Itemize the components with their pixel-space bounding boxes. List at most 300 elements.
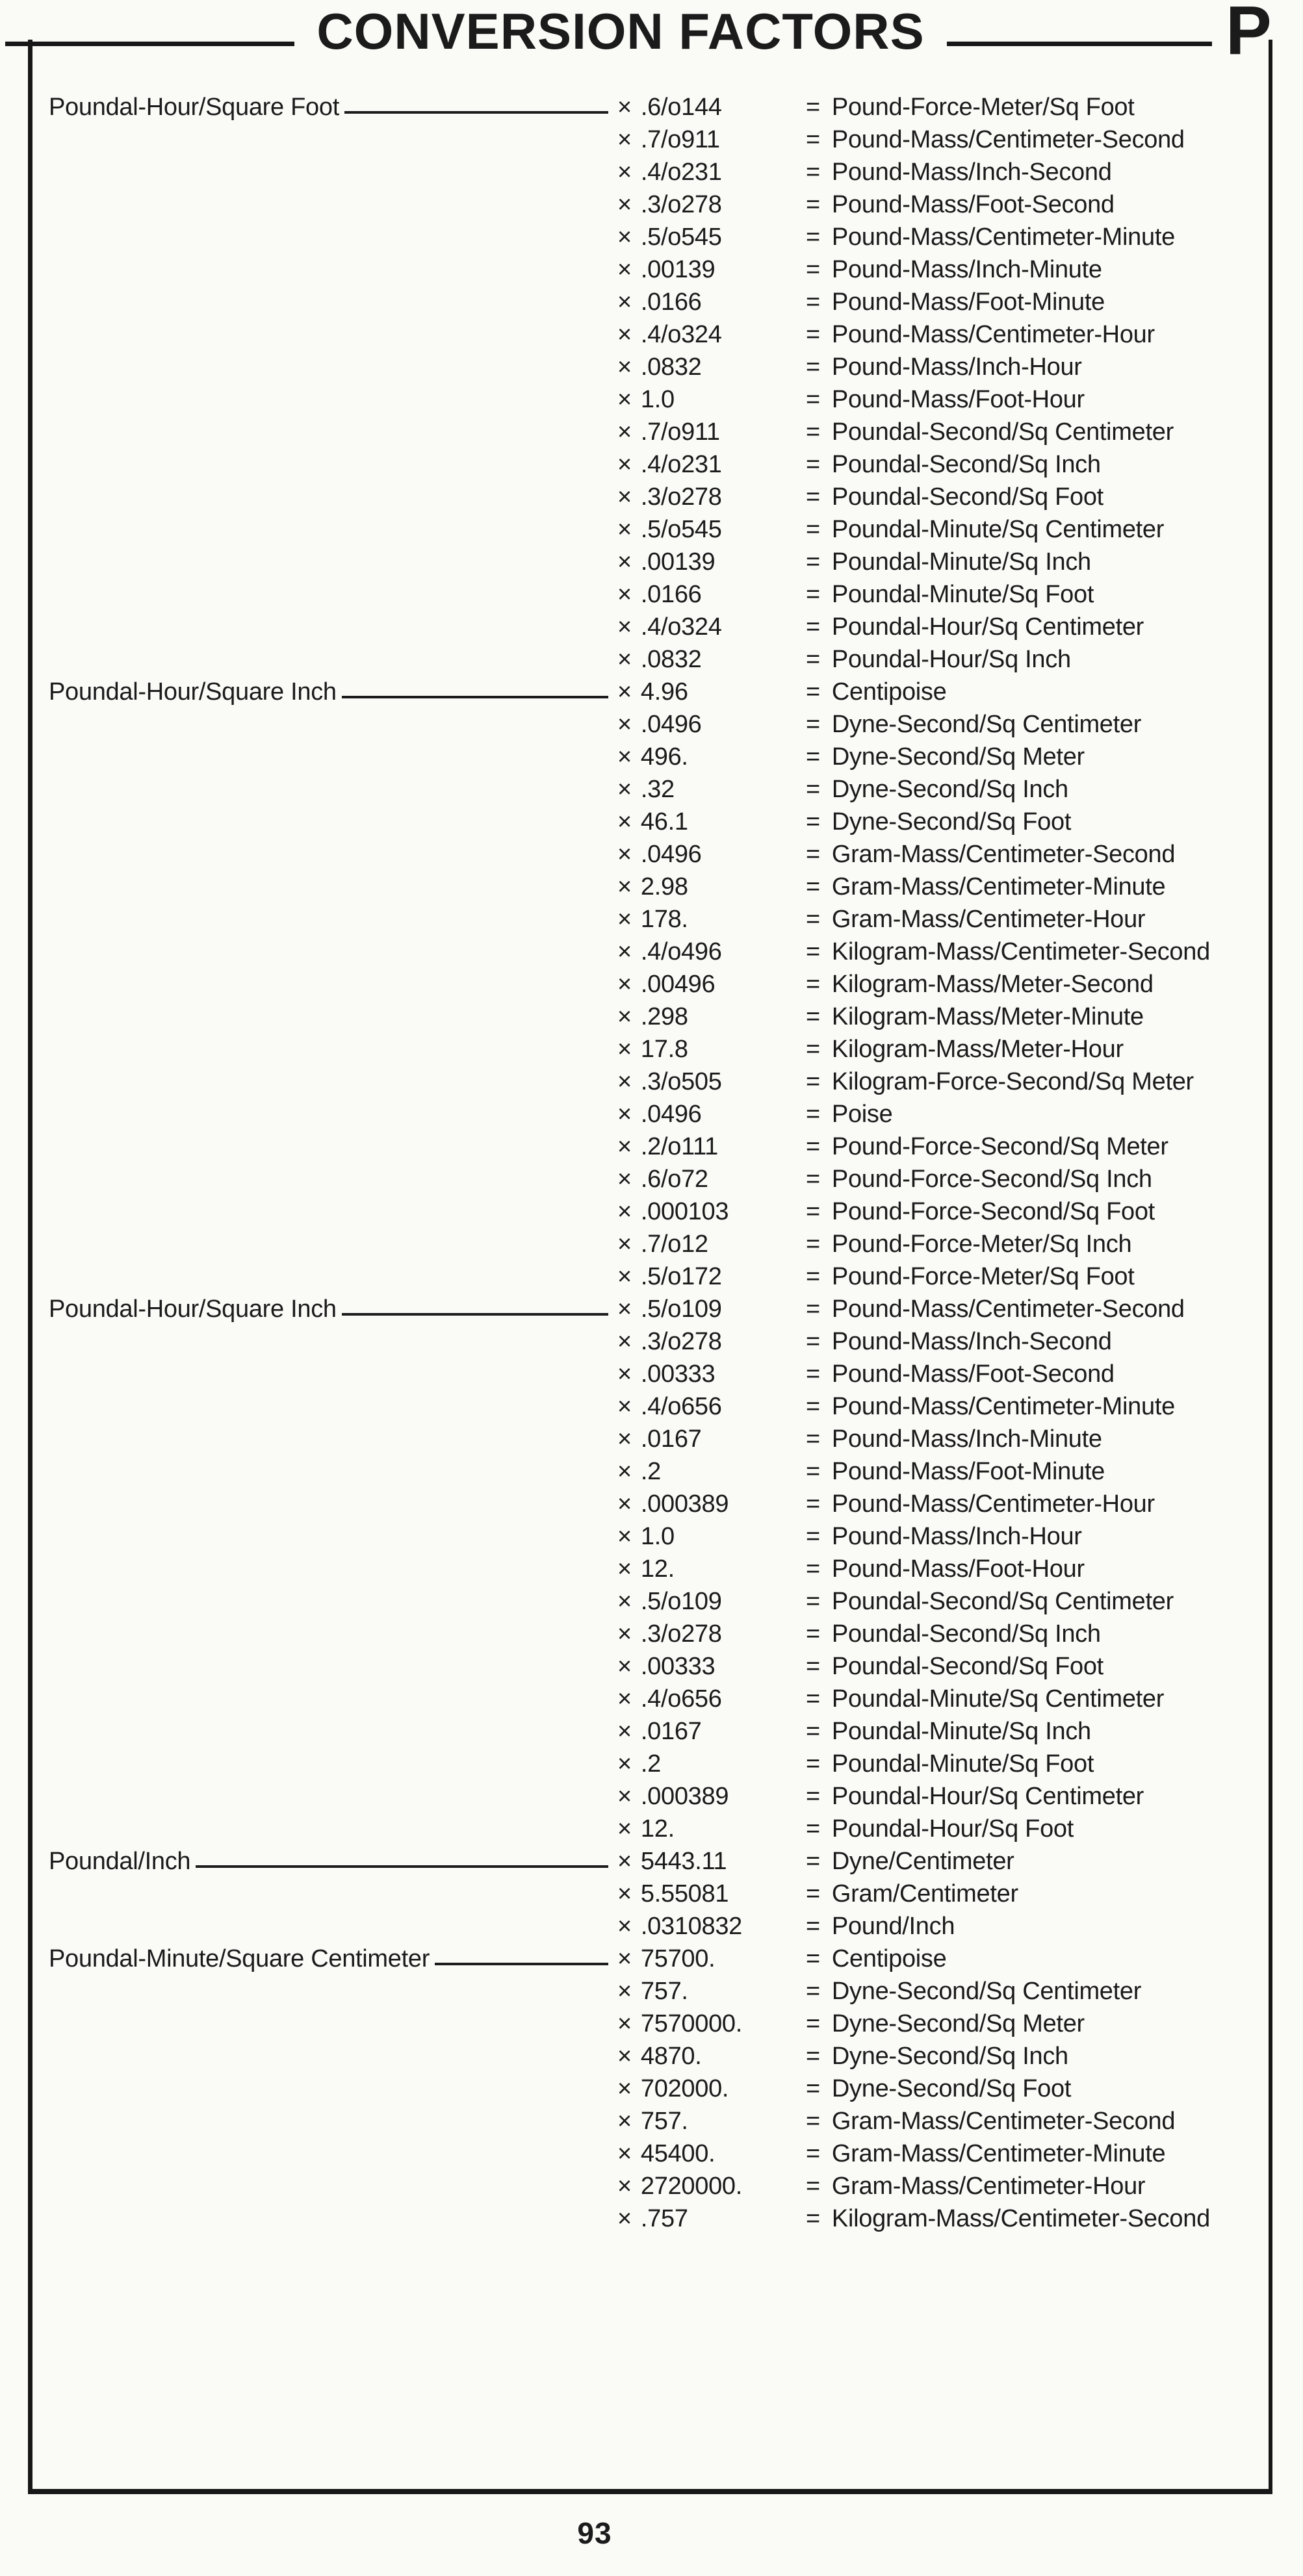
equals-symbol: =: [806, 1262, 820, 1290]
equals-symbol: =: [806, 1002, 820, 1030]
multiply-symbol: ×: [617, 710, 632, 738]
equals-symbol: =: [806, 125, 820, 153]
result-unit-label: Dyne-Second/Sq Meter: [831, 743, 1085, 771]
factor-cell: [617, 2173, 806, 2200]
conversion-row: [49, 773, 1245, 806]
result-cell: [806, 386, 1245, 414]
equals-symbol: =: [806, 483, 820, 511]
result-unit-label: Pound-Mass/Foot-Second: [831, 1360, 1115, 1388]
equals-symbol: =: [806, 515, 820, 543]
factor-cell: [617, 2108, 806, 2136]
multiply-symbol: ×: [617, 353, 632, 381]
multiply-symbol: ×: [617, 548, 632, 576]
result-cell: [806, 1231, 1245, 1258]
equals-symbol: =: [806, 1165, 820, 1193]
result-cell: [806, 353, 1245, 381]
result-unit-label: Gram-Mass/Centimeter-Hour: [831, 2172, 1146, 2200]
result-cell: [806, 1620, 1245, 1648]
factor-value: 1.0: [640, 385, 675, 413]
multiply-symbol: ×: [617, 743, 632, 771]
result-cell: [806, 1750, 1245, 1778]
multiply-symbol: ×: [617, 678, 632, 706]
factor-value: .00139: [640, 255, 716, 283]
result-unit-label: Pound-Mass/Foot-Hour: [831, 385, 1085, 413]
result-cell: [806, 1490, 1245, 1518]
multiply-symbol: ×: [617, 385, 632, 413]
multiply-symbol: ×: [617, 125, 632, 153]
source-unit-cell: [49, 1945, 617, 1973]
result-cell: [806, 451, 1245, 479]
equals-symbol: =: [806, 1132, 820, 1160]
result-cell: [806, 1945, 1245, 1973]
factor-value: .3/o278: [640, 1620, 722, 1648]
result-unit-label: Dyne/Centimeter: [831, 1847, 1014, 1875]
result-unit-label: Dyne-Second/Sq Centimeter: [831, 710, 1142, 738]
factor-cell: [617, 873, 806, 901]
multiply-symbol: ×: [617, 288, 632, 316]
multiply-symbol: ×: [617, 808, 632, 835]
result-unit-label: Centipoise: [831, 1945, 947, 1972]
equals-symbol: =: [806, 93, 820, 121]
factor-value: 757.: [640, 2107, 688, 2135]
result-cell: [806, 159, 1245, 186]
conversion-row: [49, 1358, 1245, 1390]
conversion-row: [49, 1293, 1245, 1325]
equals-symbol: =: [806, 1522, 820, 1550]
result-cell: [806, 1913, 1245, 1941]
equals-symbol: =: [806, 1067, 820, 1095]
multiply-symbol: ×: [617, 1717, 632, 1745]
multiply-symbol: ×: [617, 775, 632, 803]
factor-cell: [617, 841, 806, 869]
conversion-row: [49, 481, 1245, 513]
result-cell: [806, 548, 1245, 576]
factor-cell: [617, 613, 806, 641]
result-unit-label: Pound-Mass/Centimeter-Second: [831, 1295, 1185, 1323]
factor-value: .7/o12: [640, 1230, 708, 1258]
conversion-row: [49, 936, 1245, 968]
conversion-row: [49, 806, 1245, 838]
result-cell: [806, 938, 1245, 966]
result-unit-label: Poundal-Hour/Sq Centimeter: [831, 1782, 1144, 1810]
multiply-symbol: ×: [617, 2042, 632, 2070]
conversion-row: [49, 1065, 1245, 1098]
equals-symbol: =: [806, 1035, 820, 1063]
page-title: CONVERSION FACTORS: [294, 0, 946, 62]
factor-cell: [617, 1978, 806, 2006]
multiply-symbol: ×: [617, 2074, 632, 2102]
equals-symbol: =: [806, 1100, 820, 1128]
result-unit-label: Poundal-Second/Sq Inch: [831, 1620, 1101, 1648]
result-unit-label: Pound-Force-Second/Sq Inch: [831, 1165, 1152, 1193]
result-cell: [806, 776, 1245, 804]
page-number: 93: [577, 2516, 612, 2550]
multiply-symbol: ×: [617, 1945, 632, 1972]
multiply-symbol: ×: [617, 1782, 632, 1810]
factor-value: .00333: [640, 1360, 716, 1388]
result-unit-label: Centipoise: [831, 678, 947, 706]
leader-line: [344, 111, 608, 114]
factor-value: 12.: [640, 1815, 675, 1843]
conversion-row: [49, 1845, 1245, 1878]
result-unit-label: Pound-Mass/Inch-Hour: [831, 1522, 1082, 1550]
result-unit-label: Poundal-Minute/Sq Foot: [831, 1750, 1094, 1778]
factor-value: .2/o111: [640, 1132, 718, 1160]
result-unit-label: Pound-Mass/Centimeter-Second: [831, 125, 1185, 153]
equals-symbol: =: [806, 1685, 820, 1713]
equals-symbol: =: [806, 288, 820, 316]
result-cell: [806, 1295, 1245, 1323]
factor-value: .4/o231: [640, 158, 722, 186]
multiply-symbol: ×: [617, 1035, 632, 1063]
result-unit-label: Gram-Mass/Centimeter-Second: [831, 2107, 1176, 2135]
multiply-symbol: ×: [617, 1847, 632, 1875]
factor-value: .5/o172: [640, 1262, 722, 1290]
result-cell: [806, 1198, 1245, 1226]
conversion-row: [49, 1325, 1245, 1358]
result-unit-label: Kilogram-Mass/Meter-Hour: [831, 1035, 1124, 1063]
conversion-row: [49, 871, 1245, 903]
result-unit-label: Pound-Force-Meter/Sq Inch: [831, 1230, 1132, 1258]
conversion-row: [49, 1195, 1245, 1228]
result-cell: [806, 971, 1245, 999]
multiply-symbol: ×: [617, 255, 632, 283]
equals-symbol: =: [806, 1912, 820, 1940]
multiply-symbol: ×: [617, 1620, 632, 1648]
multiply-symbol: ×: [617, 1425, 632, 1453]
equals-symbol: =: [806, 2139, 820, 2167]
result-unit-label: Gram-Mass/Centimeter-Minute: [831, 873, 1166, 900]
result-unit-label: Dyne-Second/Sq Foot: [831, 808, 1072, 835]
result-unit-label: Pound-Mass/Foot-Hour: [831, 1555, 1085, 1583]
factor-cell: [617, 2140, 806, 2168]
result-cell: [806, 2075, 1245, 2103]
conversion-row: [49, 611, 1245, 643]
factor-cell: [617, 353, 806, 381]
conversion-row: [49, 448, 1245, 481]
result-unit-label: Poundal-Minute/Sq Centimeter: [831, 515, 1165, 543]
leader-line: [435, 1963, 608, 1965]
multiply-symbol: ×: [617, 937, 632, 965]
factor-cell: [617, 2010, 806, 2038]
result-cell: [806, 1360, 1245, 1388]
conversion-row: [49, 1260, 1245, 1293]
factor-value: .757: [640, 2204, 688, 2232]
multiply-symbol: ×: [617, 190, 632, 218]
equals-symbol: =: [806, 1815, 820, 1843]
conversion-row: [49, 351, 1245, 383]
factor-value: .0496: [640, 1100, 702, 1128]
conversion-row: [49, 2105, 1245, 2137]
factor-cell: [617, 191, 806, 219]
equals-symbol: =: [806, 190, 820, 218]
result-cell: [806, 191, 1245, 219]
multiply-symbol: ×: [617, 580, 632, 608]
factor-value: .000103: [640, 1197, 729, 1225]
factor-cell: [617, 159, 806, 186]
factor-value: .4/o496: [640, 937, 722, 965]
equals-symbol: =: [806, 320, 820, 348]
conversion-row: [49, 1488, 1245, 1520]
result-cell: [806, 418, 1245, 446]
conversion-row: [49, 1228, 1245, 1260]
conversion-row: [49, 318, 1245, 351]
result-cell: [806, 1555, 1245, 1583]
factor-value: .7/o911: [640, 418, 720, 446]
result-cell: [806, 1880, 1245, 1908]
conversion-row: [49, 578, 1245, 611]
factor-cell: [617, 483, 806, 511]
equals-symbol: =: [806, 1717, 820, 1745]
equals-symbol: =: [806, 2042, 820, 2070]
result-unit-label: Dyne-Second/Sq Foot: [831, 2074, 1072, 2102]
factor-value: 5443.11: [640, 1847, 727, 1875]
factor-value: 7570000.: [640, 2009, 743, 2037]
factor-value: .3/o278: [640, 483, 722, 511]
factor-cell: [617, 678, 806, 706]
factor-cell: [617, 1913, 806, 1941]
equals-symbol: =: [806, 2009, 820, 2037]
factor-value: .298: [640, 1002, 688, 1030]
equals-symbol: =: [806, 1295, 820, 1323]
equals-symbol: =: [806, 1457, 820, 1485]
conversion-row: [49, 123, 1245, 156]
equals-symbol: =: [806, 970, 820, 998]
factor-value: 5.55081: [640, 1880, 729, 1907]
equals-symbol: =: [806, 1750, 820, 1778]
result-cell: [806, 1263, 1245, 1291]
result-cell: [806, 2108, 1245, 2136]
result-cell: [806, 1166, 1245, 1193]
equals-symbol: =: [806, 548, 820, 576]
multiply-symbol: ×: [617, 970, 632, 998]
factor-value: 4870.: [640, 2042, 702, 2070]
result-cell: [806, 581, 1245, 609]
multiply-symbol: ×: [617, 2009, 632, 2037]
factor-cell: [617, 1295, 806, 1323]
equals-symbol: =: [806, 873, 820, 900]
equals-symbol: =: [806, 613, 820, 641]
factor-cell: [617, 1523, 806, 1551]
equals-symbol: =: [806, 775, 820, 803]
result-cell: [806, 223, 1245, 251]
conversion-row: [49, 1163, 1245, 1195]
equals-symbol: =: [806, 580, 820, 608]
result-cell: [806, 808, 1245, 836]
factor-value: .6/o144: [640, 93, 722, 121]
result-cell: [806, 2010, 1245, 2038]
multiply-symbol: ×: [617, 1360, 632, 1388]
multiply-symbol: ×: [617, 2139, 632, 2167]
factor-value: .4/o324: [640, 320, 722, 348]
equals-symbol: =: [806, 1392, 820, 1420]
factor-cell: [617, 94, 806, 121]
result-unit-label: Poundal-Second/Sq Centimeter: [831, 418, 1174, 446]
result-cell: [806, 1036, 1245, 1064]
multiply-symbol: ×: [617, 1067, 632, 1095]
factor-cell: [617, 1620, 806, 1648]
result-unit-label: Kilogram-Force-Second/Sq Meter: [831, 1067, 1194, 1095]
conversion-row: [49, 708, 1245, 741]
factor-cell: [617, 2205, 806, 2233]
factor-value: .0167: [640, 1425, 702, 1453]
factor-cell: [617, 1848, 806, 1876]
multiply-symbol: ×: [617, 1230, 632, 1258]
result-unit-label: Kilogram-Mass/Centimeter-Second: [831, 937, 1210, 965]
factor-cell: [617, 1588, 806, 1616]
factor-cell: [617, 776, 806, 804]
multiply-symbol: ×: [617, 1100, 632, 1128]
factor-cell: [617, 1718, 806, 1746]
factor-value: .3/o278: [640, 1327, 722, 1355]
conversion-row: [49, 1748, 1245, 1780]
section-letter: P: [1226, 0, 1272, 69]
multiply-symbol: ×: [617, 1457, 632, 1485]
factor-cell: [617, 808, 806, 836]
multiply-symbol: ×: [617, 2172, 632, 2200]
leader-line: [342, 696, 608, 698]
equals-symbol: =: [806, 2107, 820, 2135]
result-unit-label: Pound-Mass/Inch-Second: [831, 1327, 1112, 1355]
conversion-row: [49, 741, 1245, 773]
factor-cell: [617, 1198, 806, 1226]
result-unit-label: Kilogram-Mass/Centimeter-Second: [831, 2204, 1210, 2232]
equals-symbol: =: [806, 158, 820, 186]
source-unit-cell: [49, 1295, 617, 1323]
conversion-row: [49, 513, 1245, 546]
equals-symbol: =: [806, 710, 820, 738]
result-cell: [806, 1458, 1245, 1486]
multiply-symbol: ×: [617, 1392, 632, 1420]
result-unit-label: Pound-Mass/Centimeter-Hour: [831, 1490, 1155, 1518]
equals-symbol: =: [806, 1652, 820, 1680]
result-unit-label: Pound-Mass/Inch-Minute: [831, 255, 1102, 283]
conversion-row: [49, 2040, 1245, 2072]
factor-value: .7/o911: [640, 125, 720, 153]
result-unit-label: Gram-Mass/Centimeter-Second: [831, 840, 1176, 868]
factor-cell: [617, 1036, 806, 1064]
conversion-row: [49, 1618, 1245, 1650]
multiply-symbol: ×: [617, 515, 632, 543]
source-unit-cell: [49, 1848, 617, 1876]
factor-cell: [617, 1555, 806, 1583]
multiply-symbol: ×: [617, 1750, 632, 1778]
source-unit-cell: [49, 94, 617, 121]
equals-symbol: =: [806, 840, 820, 868]
factor-value: .00496: [640, 970, 716, 998]
equals-symbol: =: [806, 1360, 820, 1388]
result-cell: [806, 1653, 1245, 1681]
equals-symbol: =: [806, 1945, 820, 1972]
source-unit-label: Poundal-Hour/Square Inch: [49, 678, 337, 706]
conversion-row: [49, 643, 1245, 676]
factor-value: .5/o545: [640, 515, 722, 543]
result-cell: [806, 1978, 1245, 2006]
result-cell: [806, 743, 1245, 771]
conversion-row: [49, 2137, 1245, 2170]
conversion-row: [49, 2202, 1245, 2235]
equals-symbol: =: [806, 645, 820, 673]
multiply-symbol: ×: [617, 1912, 632, 1940]
conversion-row: [49, 253, 1245, 286]
factor-value: 4.96: [640, 678, 688, 706]
conversion-row: [49, 2170, 1245, 2202]
factor-cell: [617, 1653, 806, 1681]
factor-value: 12.: [640, 1555, 675, 1583]
factor-cell: [617, 1945, 806, 1973]
result-unit-label: Poundal-Second/Sq Centimeter: [831, 1587, 1174, 1615]
result-cell: [806, 483, 1245, 511]
factor-value: .5/o109: [640, 1587, 722, 1615]
multiply-symbol: ×: [617, 483, 632, 511]
result-unit-label: Pound-Mass/Centimeter-Minute: [831, 223, 1175, 251]
factor-value: .4/o656: [640, 1392, 722, 1420]
multiply-symbol: ×: [617, 873, 632, 900]
result-cell: [806, 2140, 1245, 2168]
result-cell: [806, 1068, 1245, 1096]
result-unit-label: Pound-Mass/Centimeter-Hour: [831, 320, 1155, 348]
equals-symbol: =: [806, 1197, 820, 1225]
result-cell: [806, 1848, 1245, 1876]
result-unit-label: Pound/Inch: [831, 1912, 955, 1940]
factor-value: .32: [640, 775, 675, 803]
factor-cell: [617, 321, 806, 349]
result-cell: [806, 646, 1245, 674]
result-unit-label: Pound-Mass/Inch-Hour: [831, 353, 1082, 381]
factor-value: 496.: [640, 743, 688, 771]
equals-symbol: =: [806, 1782, 820, 1810]
multiply-symbol: ×: [617, 1587, 632, 1615]
equals-symbol: =: [806, 743, 820, 771]
multiply-symbol: ×: [617, 1165, 632, 1193]
result-unit-label: Pound-Mass/Inch-Second: [831, 158, 1112, 186]
factor-value: .5/o545: [640, 223, 722, 251]
multiply-symbol: ×: [617, 905, 632, 933]
factor-value: 75700.: [640, 1945, 716, 1972]
conversion-row: [49, 1455, 1245, 1488]
factor-cell: [617, 1425, 806, 1453]
multiply-symbol: ×: [617, 1132, 632, 1160]
conversion-row: [49, 968, 1245, 1001]
result-cell: [806, 678, 1245, 706]
conversion-row: [49, 1390, 1245, 1423]
factor-cell: [617, 516, 806, 544]
factor-cell: [617, 743, 806, 771]
equals-symbol: =: [806, 2204, 820, 2232]
result-unit-label: Pound-Force-Meter/Sq Foot: [831, 93, 1135, 121]
result-unit-label: Poundal-Second/Sq Foot: [831, 1652, 1103, 1680]
factor-value: .2: [640, 1457, 661, 1485]
result-cell: [806, 1523, 1245, 1551]
conversion-row: [49, 1130, 1245, 1163]
conversion-table: [49, 91, 1245, 2235]
result-cell: [806, 1815, 1245, 1843]
result-unit-label: Pound-Force-Meter/Sq Foot: [831, 1262, 1135, 1290]
multiply-symbol: ×: [617, 1652, 632, 1680]
result-unit-label: Dyne-Second/Sq Meter: [831, 2009, 1085, 2037]
factor-cell: [617, 1360, 806, 1388]
result-cell: [806, 1393, 1245, 1421]
factor-cell: [617, 646, 806, 674]
result-cell: [806, 1101, 1245, 1129]
conversion-row: [49, 91, 1245, 123]
conversion-row: [49, 1585, 1245, 1618]
factor-value: .4/o656: [640, 1685, 722, 1713]
equals-symbol: =: [806, 1880, 820, 1907]
multiply-symbol: ×: [617, 1555, 632, 1583]
multiply-symbol: ×: [617, 2204, 632, 2232]
conversion-row: [49, 286, 1245, 318]
